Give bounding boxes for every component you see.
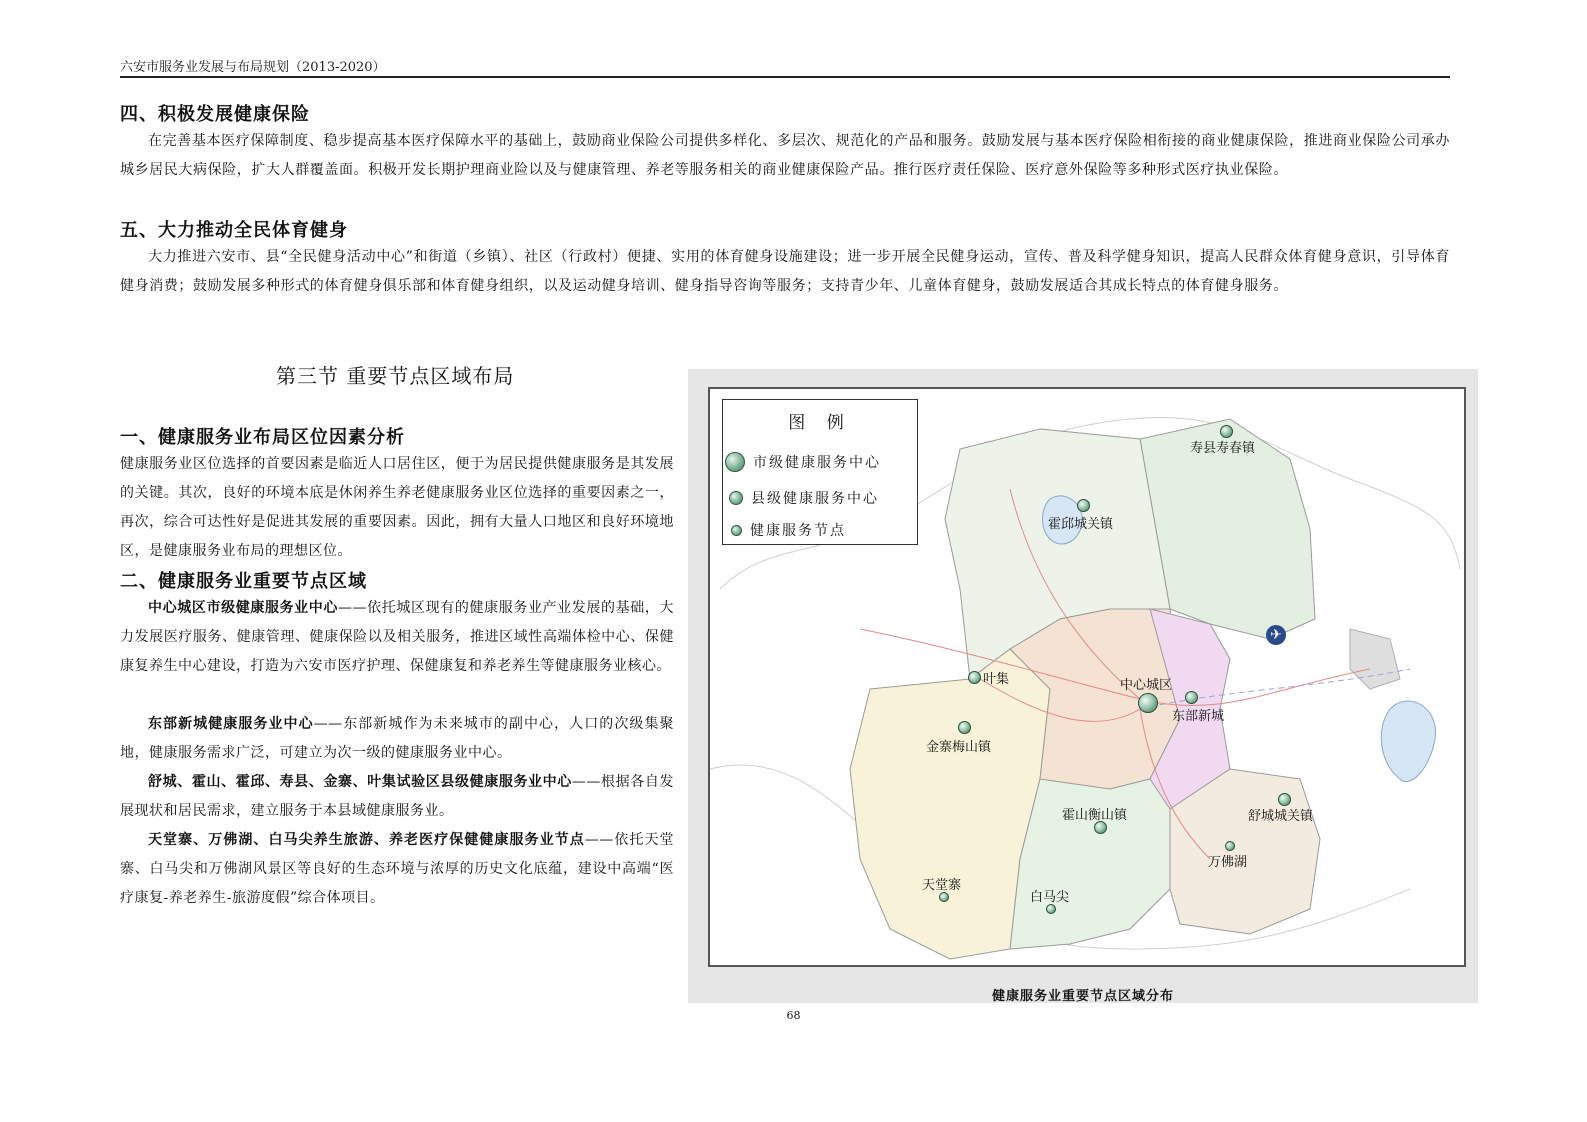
node-item-text: ——东部新城作为未来城市的副中心，人口的次级集聚地，健康服务需求广泛，可建立为次一级的健康服务业中心。 — [120, 716, 675, 761]
header-rule — [120, 76, 1450, 78]
node-center — [1138, 693, 1158, 713]
part-2-title: 二、健康服务业重要节点区域 — [120, 571, 367, 592]
map-label-huoqiu: 霍邱城关镇 — [1048, 517, 1114, 532]
node-item-center — [120, 594, 674, 681]
legend-title: 图 例 — [788, 413, 852, 433]
node-item-bold: 东部新城健康服务业中心 — [148, 716, 314, 732]
map-label-shouxian: 寿县寿春镇 — [1190, 441, 1256, 456]
map-label-east: 东部新城 — [1172, 709, 1225, 724]
map-label-jinzhai: 金寨梅山镇 — [926, 740, 992, 755]
part-1-paragraph: 健康服务业区位选择的首要因素是临近人口居住区，便于为居民提供健康服务是其发展的关键。其次，良好的环境本底是休闲养生养老健康服务业区位选择的重要因素之一，再次，综合可达性好是促进其发展的重要因素。因此，拥有大量人口地区和良好环境地区，是健康服务业布局的理想区位。 — [120, 456, 674, 559]
city-center-dot-icon — [725, 452, 745, 472]
section-5-paragraph: 大力推进六安市、县“全民健身活动中心”和街道（乡镇）、社区（行政村）便捷、实用的体育健身设施建设；进一步开展全民健身运动，宣传、普及科学健身知识，提高人民群众体育健身意识，引导体育健身消费；鼓励发展多种形式的体育健身俱乐部和体育健身组织，以及运动健身培训、健身指导咨询等服务；支持青少年、儿童体育健身，鼓励发展适合其成长特点的体育健身服务。 — [120, 249, 1450, 294]
map-label-wanfohu: 万佛湖 — [1208, 855, 1248, 870]
node-item-bold: 中心城区市级健康服务业中心 — [148, 600, 339, 616]
node-east — [1185, 691, 1198, 704]
part-1-title: 一、健康服务业布局区位因素分析 — [120, 427, 405, 448]
node-yeji — [968, 671, 981, 684]
legend-item-county — [729, 488, 879, 508]
map-frame — [708, 387, 1466, 967]
service-node-dot-icon — [731, 525, 742, 536]
legend-label: 健康服务节点 — [750, 523, 846, 539]
map-caption: 健康服务业重要节点区域分布 — [991, 989, 1174, 1004]
node-item-bold: 天堂寨、万佛湖、白马尖养生旅游、养老医疗保健健康服务业节点 — [148, 832, 585, 848]
lake — [1381, 701, 1435, 782]
map-label-huoshan: 霍山衡山镇 — [1062, 808, 1128, 823]
node-baimajian — [1046, 904, 1056, 914]
map-label-shucheng: 舒城城关镇 — [1248, 809, 1314, 824]
node-item-text: ——依托天堂寨、白马尖和万佛湖风景区等良好的生态环境与浓厚的历史文化底蕴，建设中高端“医疗康复-养老养生-旅游度假”综合体项目。 — [120, 832, 675, 906]
legend-label: 县级健康服务中心 — [751, 491, 879, 507]
map-label-baimajian: 白马尖 — [1030, 890, 1070, 905]
legend-box — [722, 399, 918, 545]
county-center-dot-icon — [729, 491, 743, 505]
node-item-text: ——依托城区现有的健康服务业产业发展的基础，大力发展医疗服务、健康管理、健康保险以及相关服务，推进区域性高端体检中心、保健康复养生中心建设，打造为六安市医疗护理、保健康复和养老养生等健康服务业核心。 — [120, 600, 675, 674]
section-4-paragraph: 在完善基本医疗保障制度、稳步提高基本医疗保障水平的基础上，鼓励商业保险公司提供多样化、多层次、规范化的产品和服务。鼓励发展与基本医疗保险相衔接的商业健康保险，推进商业保险公司承办城乡居民大病保险，扩大人群覆盖面。积极开发长期护理商业险以及与健康管理、养老等服务相关的商业健康保险产品。推行医疗责任保险、医疗意外保险等多种形式医疗执业保险。 — [120, 133, 1450, 178]
node-tiantangzhai — [939, 892, 949, 902]
node-item-county — [120, 768, 674, 826]
legend-item-node — [731, 520, 846, 540]
node-wanfohu — [1225, 841, 1235, 851]
node-huoqiu — [1077, 499, 1090, 512]
node-jinzhai — [958, 721, 971, 734]
section-4-title: 四、积极发展健康保险 — [120, 104, 310, 125]
map-label-center: 中心城区 — [1120, 678, 1173, 693]
section-3-title: 第三节 重要节点区域布局 — [276, 364, 515, 388]
page-header: 六安市服务业发展与布局规划（2013-2020） — [120, 60, 386, 75]
node-item-scenic — [120, 826, 674, 913]
legend-label: 市级健康服务中心 — [753, 455, 881, 471]
city-area — [1350, 629, 1400, 689]
section-5-title: 五、大力推动全民体育健身 — [120, 220, 348, 241]
legend-item-city — [725, 452, 881, 472]
node-item-bold: 舒城、霍山、霍邱、寿县、金寨、叶集试验区县级健康服务业中心 — [148, 774, 572, 790]
map-label-tiantangzhai: 天堂寨 — [922, 878, 962, 893]
node-item-text: ——根据各自发展现状和居民需求，建立服务于本县域健康服务业。 — [120, 774, 675, 819]
node-item-east — [120, 710, 674, 768]
map-label-yeji: 叶集 — [983, 672, 1010, 687]
page-number: 68 — [786, 1009, 801, 1022]
airport-icon: ✈ — [1266, 625, 1286, 645]
